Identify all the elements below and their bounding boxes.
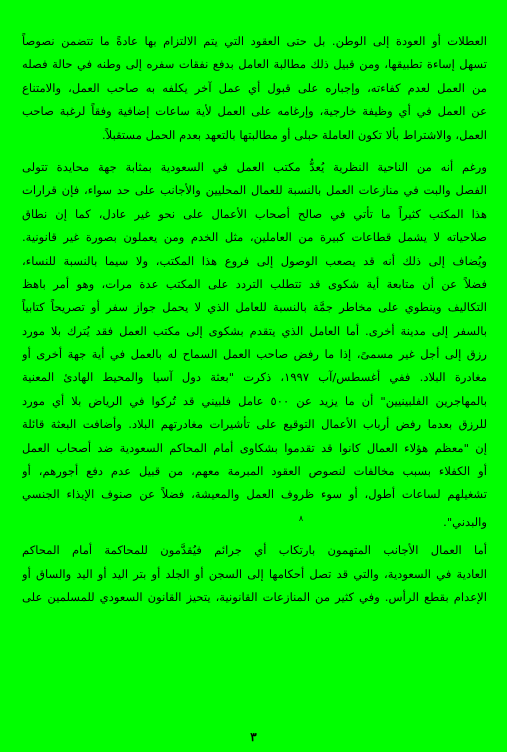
paragraph-line: أو الكفلاء بسبب مخالفات لنصوص العقود المبرمة معهم، من قبيل عدم دفع أجورهم، أو	[22, 464, 487, 479]
document-body	[22, 30, 487, 609]
paragraph-line: صلاحياته لا يشمل قطاعات كبيرة من العاملين، مثل الخدم ومن يعملون بصورة غير قانونية.	[22, 230, 487, 245]
paragraph-line: الفصل والبت في منازعات العمل بالنسبة للعمال المحليين والأجانب على حد سواء، فإن قرارات	[22, 183, 487, 198]
paragraph-line: مغادرة البلاد. ففي أغسطس/آب ١٩٩٧، ذكرت "بعثة دول آسيا والمحيط الهادئ المعنية	[22, 370, 487, 385]
paragraph-line: هذا المكتب كثيراً ما تأتي في صالح أصحاب الأعمال على نحو غير عادل، كما إن نطاق	[22, 206, 487, 221]
paragraph-line: التكاليف وينطوي على مخاطر جمَّة بالنسبة للعامل الذي لا يحمل جواز سفر أو تصريحاً كتابياً	[22, 300, 487, 315]
paragraph-line: ويُضاف إلى ذلك أنه قد يصعب الوصول إلى فروع هذا المكتب، ولا سيما بالنسبة للنساء،	[22, 253, 487, 268]
paragraph-line: رزق إلى أجل غير مسمىً، إذا ما رفض صاحب العمل السماح له بالعمل في أية جهة أخرى أو	[22, 347, 487, 362]
paragraph-line-text: والبدني".	[443, 514, 487, 529]
footnote-marker: ٨	[298, 513, 304, 523]
paragraph-line: العادية في السعودية، والتي قد تصل أحكامها إلى السجن أو الجلد أو بتر اليد أو اليد والساق أو	[22, 566, 487, 581]
page-number: ٣	[250, 730, 257, 744]
paragraph-line: العمل، والاشتراط بألا تكون العاملة حبلى أو مطالبتها بالتعهد بعدم الحمل مستقبلاً.	[101, 127, 487, 142]
paragraph-line: ورغم أنه من الناحية النظرية يُعدُّ مكتب العمل في السعودية بمثابة جهة محايدة تتولى	[22, 159, 487, 174]
paragraph-line: بالسفر إلى مدينة أخرى. أما العامل الذي يتقدم بشكوى إلى مكتب العمل فقد يُترك بلا مورد	[22, 323, 487, 338]
paragraph-line: فضلاً عن أن متابعة أية شكوى قد تتطلب التردد على المكتب عدة مرات، وهو أمر باهظ	[22, 276, 487, 291]
paragraph-line: من العمل لعدم كفاءته، وإجباره على قبول أي عمل آخر يكلفه به صاحب العمل، والامتناع	[22, 80, 487, 95]
paragraph-line-with-footnote	[22, 507, 487, 530]
paragraph-line: أما العمال الأجانب المتهمون بارتكاب أي جرائم فيُقدَّمون للمحاكمة أمام المحاكم	[22, 543, 487, 558]
paragraph-spacer	[22, 530, 487, 539]
paragraph-line: بالمهاجرين الفلبينيين" أن ما يزيد عن ٥٠٠ عامل فلبيني قد تُركوا في الرياض بلا أي مورد	[22, 393, 487, 408]
paragraph-line: تسهل إساءة تطبيقها، ومن قبيل ذلك مطالبة العامل بدفع نفقات سفره إلى وطنه في حالة فصله	[22, 57, 487, 72]
paragraph-line: للرزق بعدما رفض أرباب الأعمال التوقيع على تأشيرات مغادرتهم البلاد. وأضافت البعثة قائلة	[22, 417, 487, 432]
paragraph-1	[22, 30, 487, 147]
paragraph-line: عن العمل في أي وظيفة خارجية، وإرغامه على العمل لأية ساعات إضافية وفقاً لرغبة صاحب	[22, 104, 487, 119]
paragraph-2	[22, 156, 487, 530]
paragraph-3	[22, 539, 487, 609]
paragraph-line: العطلات أو العودة إلى الوطن. بل حتى العقود التي يتم الالتزام بها عادةً ما تتضمن نصوصاً	[22, 34, 487, 48]
paragraph-line: تشغيلهم لساعات أطول، أو سوء ظروف العمل والمعيشة، فضلاً عن صنوف الإيذاء الجنسي	[22, 487, 487, 502]
paragraph-line: الإعدام بقطع الرأس. وفي كثير من المنازعات القانونية، يتحيز القانون السعودي للمسلمين على	[22, 589, 487, 604]
paragraph-spacer	[22, 147, 487, 156]
paragraph-line: إن "معظم هؤلاء العمال كانوا قد تقدموا بشكاوى أمام المحاكم السعودية ضد أصحاب العمل	[22, 440, 487, 455]
